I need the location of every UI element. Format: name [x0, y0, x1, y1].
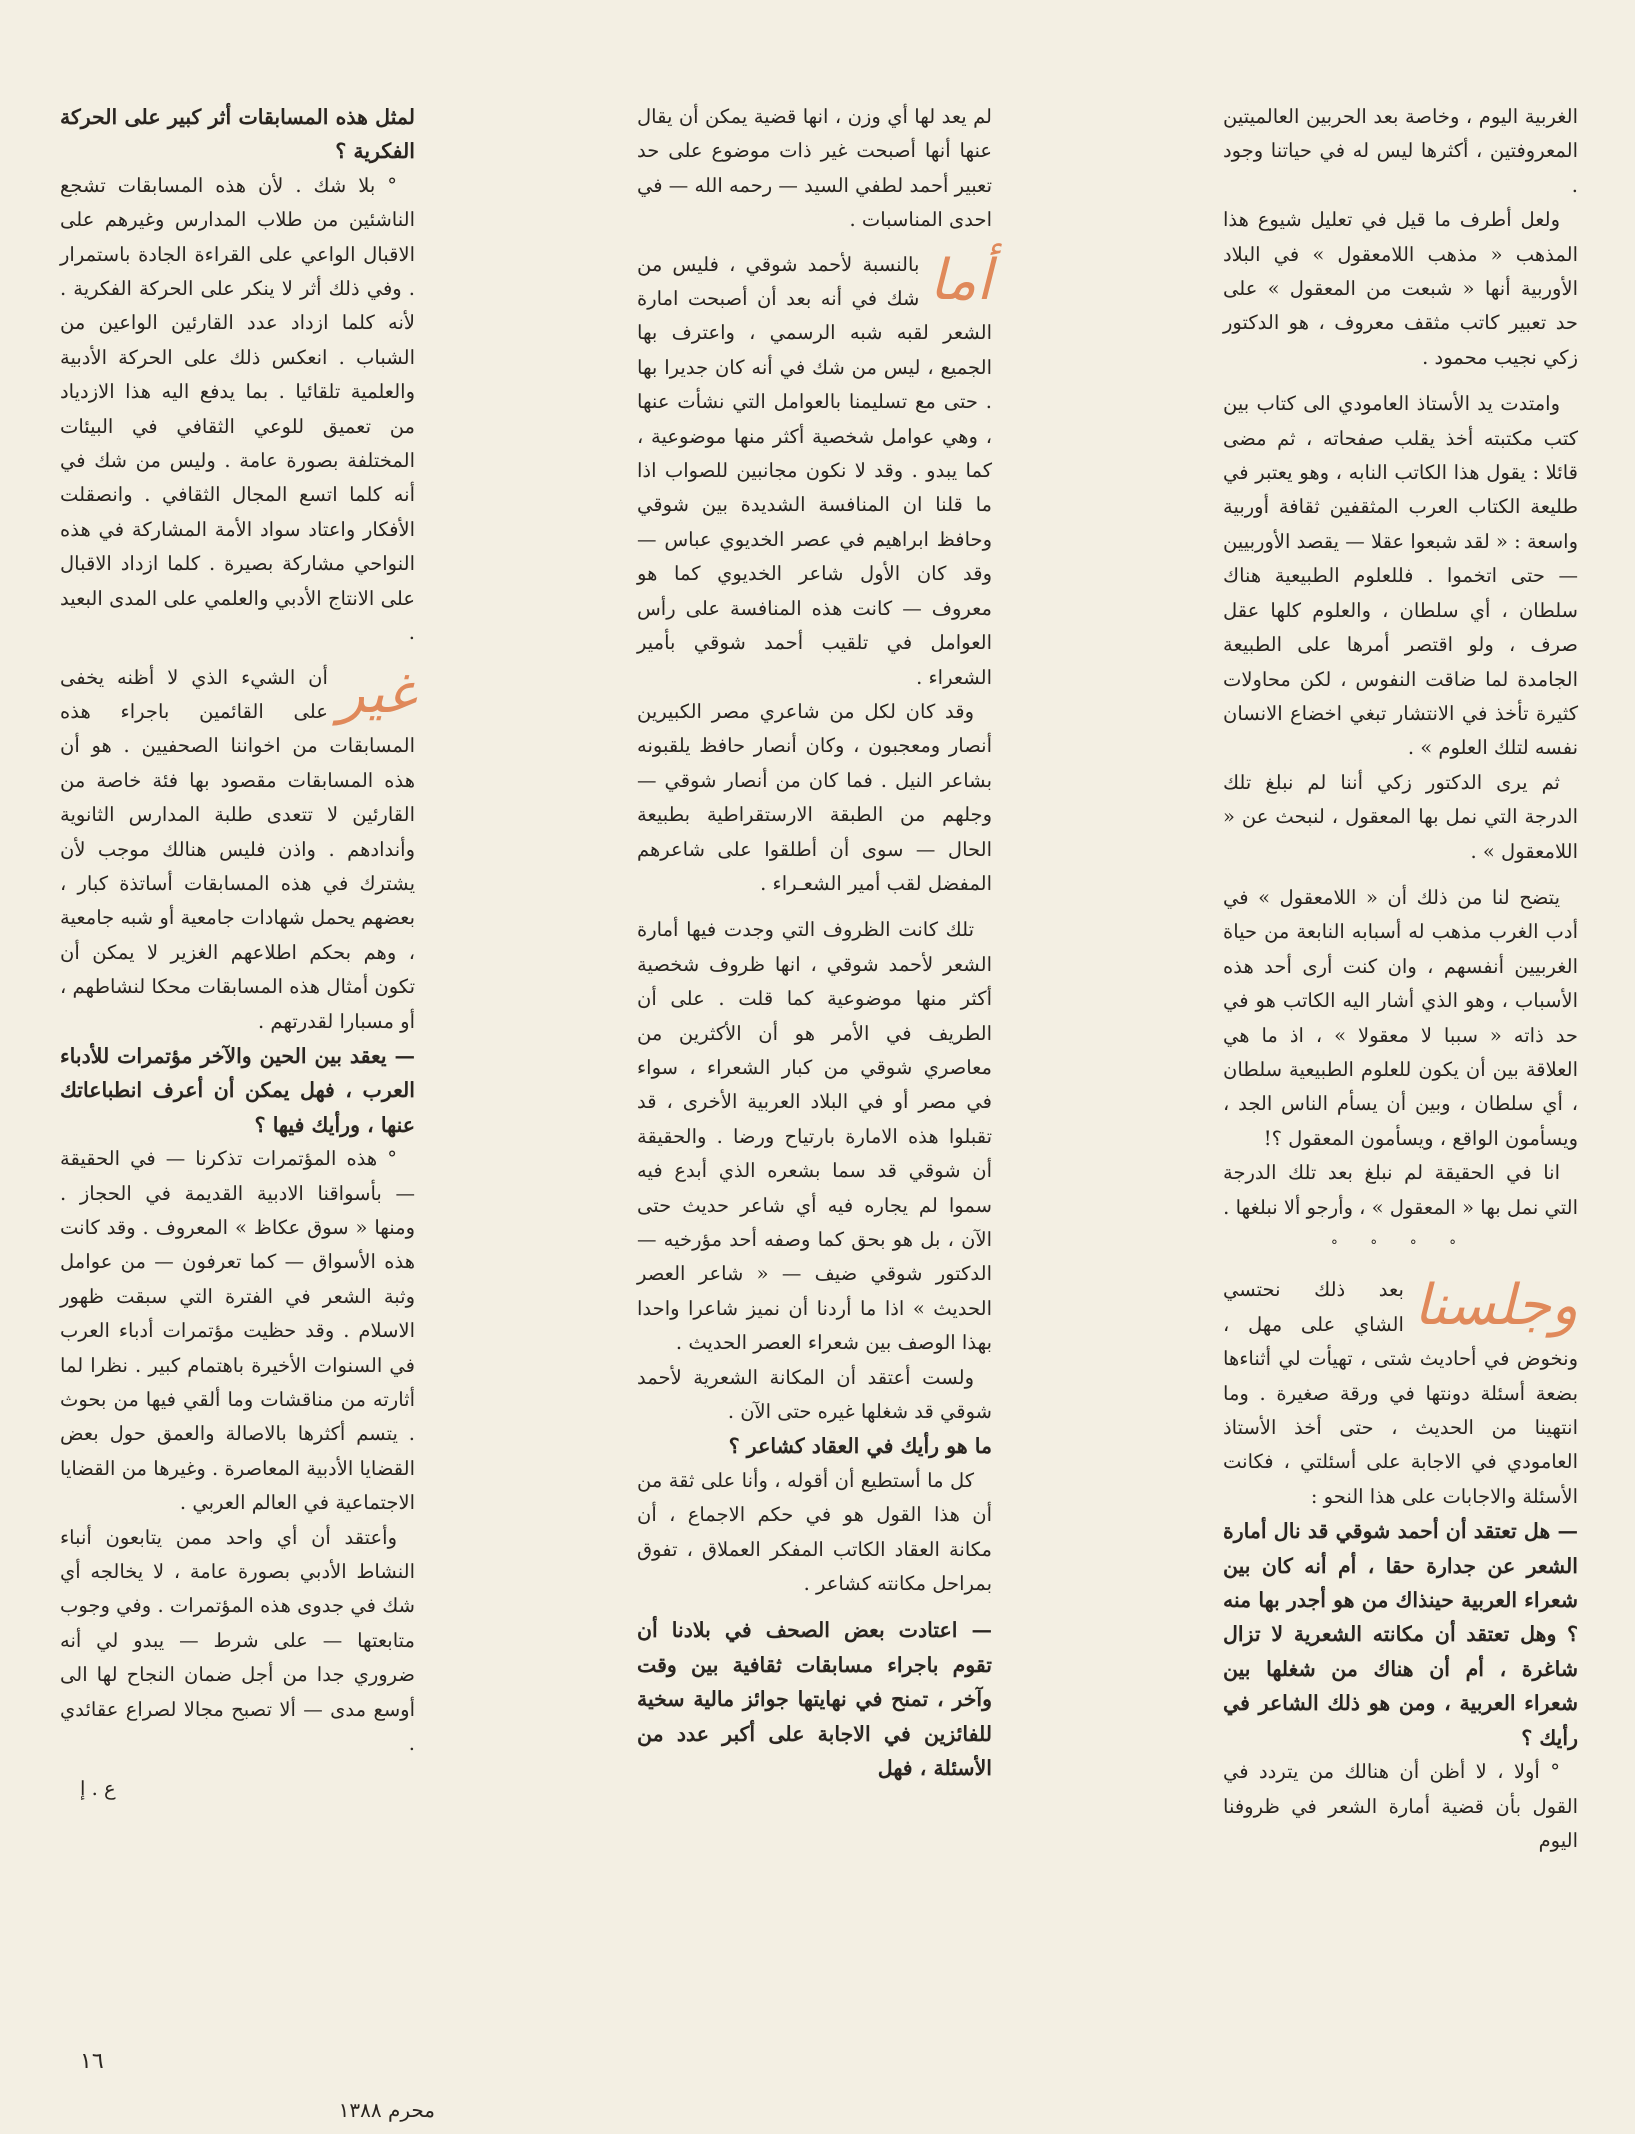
paragraph: ° هذه المؤتمرات تذكرنا — في الحقيقة — بأسواقنا الادبية القديمة في الحجاز . ومنها « سوق عكاظ » المعروف . وقد كانت هذه الأسواق — كما تعرفون — من عوامل وثبة الشعر في الفترة التي سبقت ظهور الاسلام . وقد حظيت مؤتمرات أدباء العرب في السنوات الأخيرة باهتمام كبير . نظرا لما أثارته من مناقشات وما ألقي فيها من بحوث . يتسم أكثرها بالاصالة والعمق حول بعض القضايا الأدبية المعاصرة . وغيرها من القضايا الاجتماعية في العالم العربي .	[60, 1147, 415, 1515]
paragraph: لم يعد لها أي وزن ، انها قضية يمكن أن يقال عنها أنها أصبحت غير ذات موضوع على حد تعبير أحمد لطفي السيد — رحمه الله — في احدى المناسبات .	[637, 105, 992, 232]
interview-question: ما هو رأيك في العقاد كشاعر ؟	[728, 1434, 992, 1459]
interview-question: — اعتادت بعض الصحف في بلادنا أن تقوم باجراء مسابقات ثقافية بين وقت وآخر ، تمنح في نهايتها جوائز مالية سخية للفائزين في الاجابة على أكبر عدد من الأسئلة ، فهل	[637, 1618, 992, 1781]
paragraph: تلك كانت الظروف التي وجدت فيها أمارة الشعر لأحمد شوقي ، انها ظروف شخصية أكثر منها موضوعية كما قلت . على أن الطريف في الأمر هو أن الأكثرين من معاصري شوقي من كبار الشعراء ، سواء في مصر أو في البلاد العربية الأخرى ، قد تقبلوا هذه الامارة بارتياح ورضا . والحقيقة أن شوقي قد سما بشعره الذي أبدع فيه سموا لم يجاره فيه أي شاعر حديث حتى الآن ، بل هو بحق كما وصفه أحد مؤرخيه — الدكتور شوقي ضيف — « شاعر العصر الحديث » اذا ما أردنا أن نميز شاعرا واحدا بهذا الوصف بين شعراء العصر الحديث .	[637, 918, 992, 1355]
interview-question: — يعقد بين الحين والآخر مؤتمرات للأدباء العرب ، فهل يمكن أن أعرف انطباعاتك عنها ، ورأيك فيها ؟	[60, 1043, 415, 1137]
paragraph: ° بلا شك . لأن هذه المسابقات تشجع الناشئين من طلاب المدارس وغيرهم على الاقبال الواعي على القراءة الجادة باستمرار . وفي ذلك أثر لا ينكر على الحركة الفكرية . لأنه كلما ازداد عدد القارئين الواعين من الشباب . انعكس ذلك على الحركة الأدبية والعلمية تلقائيا . بما يدفع اليه هذا الازدياد من تعميق للوعي الثقافي في البيئات المختلفة بصورة عامة . وليس من شك في أنه كلما اتسع المجال الثقافي . وانصقلت الأفكار واعتاد سواد الأمة المشاركة في هذه النواحي مشاركة بصيرة . كلما ازداد الاقبال على الانتاج الأدبي والعلمي على المدى البعيد .	[60, 173, 415, 645]
paragraph: الغربية اليوم ، وخاصة بعد الحربين العالميتين المعروفتين ، أكثرها ليس له في حياتنا وجود .	[1223, 105, 1578, 197]
paragraph: كل ما أستطيع أن أقوله ، وأنا على ثقة من أن هذا القول هو في حكم الاجماع ، أن مكانة العقاد الكاتب المفكر العملاق ، تفوق بمراحل مكانته كشاعر .	[637, 1468, 992, 1596]
author-signature: ع . إ	[80, 1776, 116, 1800]
article-column-middle	[637, 100, 992, 1786]
drop-word: أما	[929, 247, 992, 313]
page-number: ١٦	[80, 2049, 104, 2074]
interview-question: — هل تعتقد أن أحمد شوقي قد نال أمارة الشعر عن جدارة حقا ، أم أنه كان بين شعراء العربية حينذاك من هو أجدر بها منه ؟ وهل تعتقد أن مكانته الشعرية لا تزال شاغرة ، أم أن هناك من شغلها بين شعراء العربية ، ومن هو ذلك الشاعر في رأيك ؟	[1223, 1519, 1578, 1750]
article-column-left	[60, 100, 415, 1806]
section-separator: ° ° ° °	[1330, 1238, 1471, 1254]
paragraph: وامتدت يد الأستاذ العامودي الى كتاب بين كتب مكتبته أخذ يقلب صفحاته ، ثم مضى قائلا : يقول هذا الكاتب النابه ، وهو يعتبر في طليعة الكتاب العرب المثقفين ثقافة أوربية واسعة : « لقد شبعوا عقلا — يقصد الأوربيين — حتى اتخموا . فللعلوم الطبيعية هناك سلطان ، أي سلطان ، والعلوم كلها عقل صرف ، ولو اقتصر أمرها على الطبيعة الجامدة لما ضاقت النفوس ، لكن محاولات كثيرة تأخذ في الانتشار تبغي اخضاع الانسان نفسه لتلك العلوم » .	[1223, 392, 1578, 760]
paragraph: أن الشيء الذي لا أظنه يخفى على القائمين باجراء هذه المسابقات من اخواننا الصحفيين . هو أن هذه المسابقات مقصود بها فئة خاصة من القارئين لا تتعدى طلبة المدارس الثانوية وأندادهم . واذن فليس هنالك موجب لأن يشترك في هذه المسابقات أساتذة كبار ، بعضهم يحمل شهادات جامعية أو شبه جامعية ، وهم بحكم اطلاعهم الغزير لا يمكن أن تكون أمثال هذه المسابقات محكا لنشاطهم ، أو مسبارا لقدرتهم .	[60, 665, 415, 1033]
paragraph: يتضح لنا من ذلك أن « اللامعقول » في أدب الغرب مذهب له أسبابه النابعة من حياة الغربيين أنفسهم ، وان كنت أرى أحد هذه الأسباب ، وهو الذي أشار اليه الكاتب هو في حد ذاته « سببا لا معقولا » ، اذ ما هي العلاقة بين أن يكون للعلوم الطبيعية سلطان ، أي سلطان ، وبين أن يسأم الناس الجد ، ويسأمون الواقع ، ويسأمون المعقول ؟!	[1223, 885, 1578, 1150]
paragraph: ولست أعتقد أن المكانة الشعرية لأحمد شوقي قد شغلها غيره حتى الآن .	[637, 1365, 992, 1424]
interview-question: لمثل هذه المسابقات أثر كبير على الحركة الفكرية ؟	[60, 105, 415, 164]
drop-word: وجلسنا	[1413, 1273, 1578, 1339]
issue-date: محرم ١٣٨٨	[338, 2098, 435, 2122]
paragraph: بالنسبة لأحمد شوقي ، فليس من شك في أنه بعد أن أصبحت امارة الشعر لقبه شبه الرسمي ، واعترف بها الجميع ، ليس من شك في أنه كان جديرا بها . حتى مع تسليمنا بالعوامل التي نشأت عنها ، وهي عوامل شخصية أكثر منها موضوعية ، كما يبدو . وقد لا نكون مجانبين للصواب اذا ما قلنا ان المنافسة الشديدة بين شوقي وحافظ ابراهيم في عصر الخديوي عباس — وقد كان الأول شاعر الخديوي كما هو معروف — كانت هذه المنافسة على رأس العوامل في تلقيب أحمد شوقي بأمير الشعراء .	[637, 252, 992, 689]
paragraph: ولعل أطرف ما قيل في تعليل شيوع هذا المذهب « مذهب اللامعقول » في البلاد الأوربية أنها « شبعت من المعقول » على حد تعبير كاتب مثقف معروف ، هو الدكتور زكي نجيب محمود .	[1223, 208, 1578, 369]
article-column-right	[1223, 100, 1578, 1858]
paragraph: ثم يرى الدكتور زكي أننا لم نبلغ تلك الدرجة التي نمل بها المعقول ، لنبحث عن « اللامعقول » .	[1223, 770, 1578, 863]
paragraph: انا في الحقيقة لم نبلغ بعد تلك الدرجة التي نمل بها « المعقول » ، وأرجو ألا نبلغها .	[1223, 1161, 1578, 1219]
paragraph: وأعتقد أن أي واحد ممن يتابعون أنباء النشاط الأدبي بصورة عامة ، لا يخالجه أي شك في جدوى هذه المؤتمرات . وفي وجوب متابعتها — على شرط — يبدو لي أنه ضروري جدا من أجل ضمان النجاح لها الى أوسع مدى — ألا تصبح مجالا لصراع عقائدي .	[60, 1525, 415, 1756]
paragraph: ° أولا ، لا أظن أن هنالك من يتردد في القول بأن قضية أمارة الشعر في ظروفنا اليوم	[1223, 1760, 1578, 1852]
paragraph: بعد ذلك نحتسي الشاي على مهل ، ونخوض في أحاديث شتى ، تهيأت لي أثناءها بضعة أسئلة دونتها في ورقة صغيرة . وما انتهينا من الحديث ، حتى أخذ الأستاذ العامودي في الاجابة على أسئلتي ، فكانت الأسئلة والاجابات على هذا النحو :	[1223, 1278, 1578, 1508]
paragraph: وقد كان لكل من شاعري مصر الكبيرين أنصار ومعجبون ، وكان أنصار حافظ يلقبونه بشاعر النيل . فما كان من أنصار شوقي — وجلهم من الطبقة الارستقراطية بطبيعة الحال — سوى أن أطلقوا على شاعرهم المفضل لقب أمير الشعـراء .	[637, 699, 992, 895]
drop-word: غير	[337, 660, 415, 726]
